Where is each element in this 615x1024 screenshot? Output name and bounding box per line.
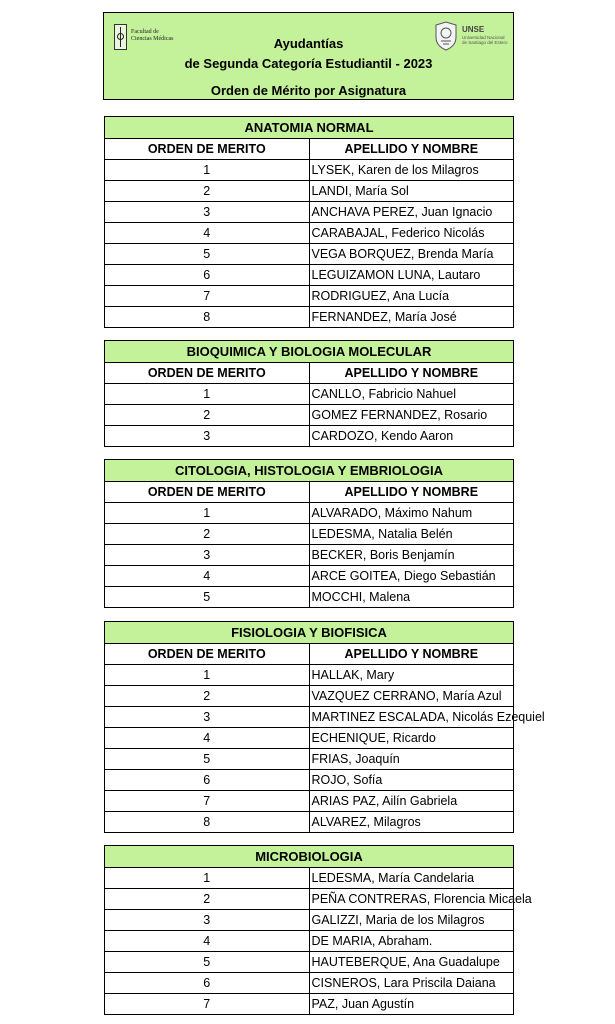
doc-title-line1: Ayudantías (273, 36, 344, 51)
rank-column-header: ORDEN DE MERITO (105, 139, 310, 160)
table-row (105, 265, 514, 286)
table-row (105, 952, 514, 973)
student-name-cell: ALVAREZ, Milagros (309, 812, 514, 833)
rank-cell: 1 (105, 160, 310, 181)
rank-cell: 6 (105, 770, 310, 791)
table-row (105, 812, 514, 833)
table-row (105, 160, 514, 181)
column-header-row (105, 644, 514, 665)
rank-column-header: ORDEN DE MERITO (105, 363, 310, 384)
table-row (105, 545, 514, 566)
student-name-cell: HAUTEBERQUE, Ana Guadalupe (309, 952, 514, 973)
rank-cell: 7 (105, 286, 310, 307)
table-row (105, 244, 514, 265)
rank-cell: 6 (105, 973, 310, 994)
student-name-cell: VEGA BORQUEZ, Brenda María (309, 244, 514, 265)
name-column-header: APELLIDO Y NOMBRE (309, 139, 514, 160)
table-row (105, 770, 514, 791)
student-name-cell: ANCHAVA PEREZ, Juan Ignacio (309, 202, 514, 223)
ranking-table (104, 621, 545, 833)
student-name-cell: FERNANDEZ, María José (309, 307, 514, 328)
rank-cell: 5 (105, 749, 310, 770)
student-name-cell: PEÑA CONTRERAS, Florencia Micaela (309, 889, 514, 910)
rank-cell: 2 (105, 686, 310, 707)
table-row (105, 503, 514, 524)
table-row (105, 728, 514, 749)
subject-section (104, 459, 514, 608)
document-header (103, 12, 514, 100)
table-row (105, 566, 514, 587)
subject-section (104, 116, 514, 328)
student-name-cell: LEDESMA, Natalia Belén (309, 524, 514, 545)
rank-cell: 2 (105, 524, 310, 545)
student-name-cell: ALVARADO, Máximo Nahum (309, 503, 514, 524)
student-name-cell: MOCCHI, Malena (309, 587, 514, 608)
rank-cell: 3 (105, 545, 310, 566)
student-name-cell: ARCE GOITEA, Diego Sebastián (309, 566, 514, 587)
university-logo (434, 21, 512, 53)
table-row (105, 405, 514, 426)
student-name-cell: RODRIGUEZ, Ana Lucía (309, 286, 514, 307)
rank-cell: 7 (105, 791, 310, 812)
name-column-header: APELLIDO Y NOMBRE (309, 363, 514, 384)
rank-cell: 3 (105, 707, 310, 728)
doc-title-line2: de Segunda Categoría Estudiantil - 2023 (184, 56, 433, 71)
student-name-cell: LANDI, María Sol (309, 181, 514, 202)
rank-cell: 8 (105, 307, 310, 328)
rank-cell: 4 (105, 728, 310, 749)
table-row (105, 426, 514, 447)
student-name-cell: CISNEROS, Lara Priscila Daiana (309, 973, 514, 994)
rank-cell: 5 (105, 587, 310, 608)
column-header-row (105, 363, 514, 384)
rank-cell: 6 (105, 265, 310, 286)
student-name-cell: BECKER, Boris Benjamín (309, 545, 514, 566)
student-name-cell: GALIZZI, Maria de los Milagros (309, 910, 514, 931)
student-name-cell: CARDOZO, Kendo Aaron (309, 426, 514, 447)
name-column-header: APELLIDO Y NOMBRE (309, 644, 514, 665)
table-row (105, 931, 514, 952)
table-row (105, 665, 514, 686)
rank-cell: 4 (105, 566, 310, 587)
student-name-cell: HALLAK, Mary (309, 665, 514, 686)
rank-cell: 2 (105, 889, 310, 910)
rank-cell: 3 (105, 910, 310, 931)
table-row (105, 791, 514, 812)
table-row (105, 910, 514, 931)
table-row (105, 202, 514, 223)
doc-subtitle: Orden de Mérito por Asignatura (210, 83, 407, 98)
subject-title: MICROBIOLOGIA (105, 846, 514, 868)
student-name-cell: VAZQUEZ CERRANO, María Azul (309, 686, 514, 707)
rank-cell: 2 (105, 405, 310, 426)
university-seal-icon (434, 21, 458, 51)
student-name-cell: LEDESMA, María Candelaria (309, 868, 514, 889)
table-row (105, 587, 514, 608)
student-name-cell: FRIAS, Joaquín (309, 749, 514, 770)
subject-title: ANATOMIA NORMAL (105, 117, 514, 139)
name-column-header: APELLIDO Y NOMBRE (309, 482, 514, 503)
table-row (105, 223, 514, 244)
column-header-row (105, 139, 514, 160)
university-logo-sub2: de Santiago del Estero (462, 40, 508, 45)
ranking-table (104, 340, 514, 447)
table-row (105, 707, 514, 728)
table-row (105, 307, 514, 328)
student-name-cell: MARTINEZ ESCALADA, Nicolás Ezequiel (309, 707, 514, 728)
rank-cell: 8 (105, 812, 310, 833)
faculty-logo-line2: Ciencias Médicas (131, 36, 174, 42)
subject-section (104, 621, 545, 833)
rank-cell: 3 (105, 426, 310, 447)
student-name-cell: ECHENIQUE, Ricardo (309, 728, 514, 749)
rank-cell: 1 (105, 503, 310, 524)
table-row (105, 973, 514, 994)
student-name-cell: LEGUIZAMON LUNA, Lautaro (309, 265, 514, 286)
rank-cell: 7 (105, 994, 310, 1015)
table-row (105, 889, 514, 910)
rank-cell: 5 (105, 244, 310, 265)
subject-section (104, 340, 514, 447)
rank-cell: 5 (105, 952, 310, 973)
subject-section (104, 845, 532, 1015)
rank-column-header: ORDEN DE MERITO (105, 482, 310, 503)
table-row (105, 868, 514, 889)
student-name-cell: DE MARIA, Abraham. (309, 931, 514, 952)
table-row (105, 524, 514, 545)
rank-column-header: ORDEN DE MERITO (105, 644, 310, 665)
ranking-table (104, 116, 514, 328)
student-name-cell: CARABAJAL, Federico Nicolás (309, 223, 514, 244)
ranking-table (104, 845, 532, 1015)
table-row (105, 749, 514, 770)
table-row (105, 994, 514, 1015)
student-name-cell: CANLLO, Fabricio Nahuel (309, 384, 514, 405)
column-header-row (105, 482, 514, 503)
rank-cell: 4 (105, 931, 310, 952)
subject-title: FISIOLOGIA Y BIOFISICA (105, 622, 514, 644)
subject-title: BIOQUIMICA Y BIOLOGIA MOLECULAR (105, 341, 514, 363)
rank-cell: 1 (105, 384, 310, 405)
student-name-cell: ROJO, Sofía (309, 770, 514, 791)
ranking-table (104, 459, 514, 608)
table-row (105, 384, 514, 405)
rank-cell: 1 (105, 665, 310, 686)
student-name-cell: GOMEZ FERNANDEZ, Rosario (309, 405, 514, 426)
student-name-cell: PAZ, Juan Agustín (309, 994, 514, 1015)
subject-title: CITOLOGIA, HISTOLOGIA Y EMBRIOLOGIA (105, 460, 514, 482)
table-row (105, 686, 514, 707)
rank-cell: 3 (105, 202, 310, 223)
university-logo-sub1: Universidad Nacional (462, 35, 505, 40)
student-name-cell: ARIAS PAZ, Ailín Gabriela (309, 791, 514, 812)
table-row (105, 181, 514, 202)
table-row (105, 286, 514, 307)
rank-cell: 2 (105, 181, 310, 202)
faculty-logo-line1: Facultad de (131, 29, 159, 35)
rank-cell: 1 (105, 868, 310, 889)
student-name-cell: LYSEK, Karen de los Milagros (309, 160, 514, 181)
university-logo-name: UNSE (462, 25, 485, 34)
rank-cell: 4 (105, 223, 310, 244)
